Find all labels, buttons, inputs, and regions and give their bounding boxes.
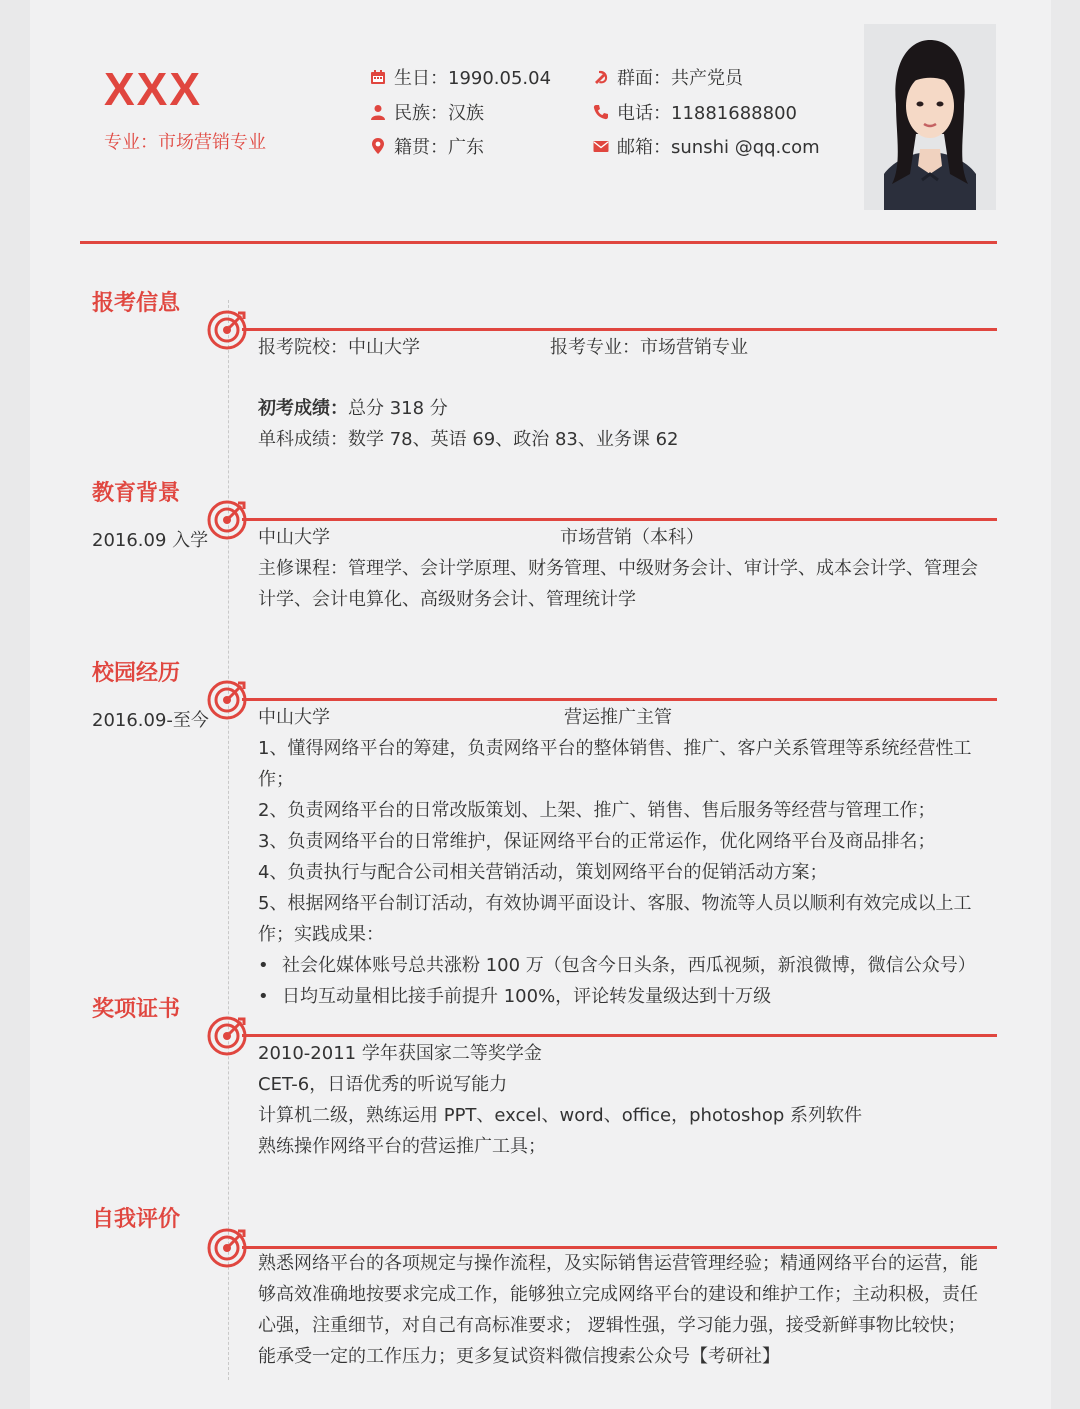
origin-text: 籍贯：广东 xyxy=(394,137,484,158)
phone-row xyxy=(593,99,797,125)
bullet-item: • 日均互动量相比接手前提升 100%，评论转发量级达到十万级 xyxy=(258,981,978,1012)
ethnicity-row xyxy=(370,99,484,125)
list-item: 2010-2011 学年获国家二等奖学金 xyxy=(258,1043,542,1064)
email-text: 邮箱：sunshi @qq.com xyxy=(617,137,820,158)
list-item: 1、懂得网络平台的筹建，负责网络平台的整体销售、推广、客户关系管理等系统经营性工作； xyxy=(258,738,972,790)
party-emblem-icon xyxy=(593,69,609,85)
campus-date: 2016.09-至今 xyxy=(92,710,209,731)
list-item: 5、根据网络平台制订活动，有效协调平面设计、客服、物流等人员以顺利有效完成以上工作；实践成果： xyxy=(258,893,972,945)
education-degree: 市场营销（本科） xyxy=(560,527,704,548)
self-evaluation-text: 熟悉网络平台的各项规定与操作流程，及实际销售运营管理经验；精通网络平台的运营，能够高效准确地按要求完成工作，能够独立完成网络平台的建设和维护工作；主动积极，责任心强，注重细节，对自己有高标准要求； 逻辑性强，学习能力强，接受新鲜事物比较快；能承受一定的工作压力；更多复试资料微信搜索公众号【考研社】 xyxy=(258,1253,978,1367)
campus-duty-list xyxy=(258,733,978,1012)
exam-subject-scores: 单科成绩：数学 78、英语 69、政治 83、业务课 62 xyxy=(258,429,679,450)
political-text: 群面：共产党员 xyxy=(617,68,743,89)
candidate-major: 专业：市场营销专业 xyxy=(104,132,266,153)
exam-score-row xyxy=(258,393,448,424)
campus-role: 营运推广主管 xyxy=(564,707,672,728)
timeline-dashed-line xyxy=(228,300,229,1380)
candidate-name: XXX xyxy=(104,63,203,115)
list-item: 计算机二级，熟练运用 PPT、excel、word、office，photoshop 系列软件 xyxy=(258,1105,862,1126)
list-item: 3、负责网络平台的日常维护，保证网络平台的正常运作，优化网络平台及商品排名； xyxy=(258,831,936,852)
section-title-campus: 校园经历 xyxy=(92,661,181,686)
envelope-icon xyxy=(593,138,609,154)
section-rule-awards xyxy=(242,1034,997,1037)
political-row xyxy=(593,64,743,90)
resume-page xyxy=(30,0,1051,1409)
profile-photo xyxy=(864,24,996,210)
section-title-self: 自我评价 xyxy=(92,1207,181,1232)
calendar-icon xyxy=(370,69,386,85)
birthday-text: 生日：1990.05.04 xyxy=(394,68,552,89)
exam-score-value: 总分 318 分 xyxy=(348,398,448,419)
list-item: 2、负责网络平台的日常改版策划、上架、推广、销售、售后服务等经营与管理工作； xyxy=(258,800,936,821)
exam-score-label: 初考成绩： xyxy=(258,398,348,419)
section-rule-campus xyxy=(242,698,997,701)
location-pin-icon xyxy=(370,138,386,154)
phone-text: 电话：11881688800 xyxy=(617,103,797,124)
education-school: 中山大学 xyxy=(258,527,330,548)
list-item: 4、负责执行与配合公司相关营销活动，策划网络平台的促销活动方案； xyxy=(258,862,828,883)
section-rule-education xyxy=(242,518,997,521)
email-row xyxy=(593,133,820,159)
campus-org: 中山大学 xyxy=(258,707,330,728)
birthday-row xyxy=(370,64,551,90)
exam-school: 报考院校：中山大学 xyxy=(258,337,420,358)
section-title-education: 教育背景 xyxy=(92,481,181,506)
header-divider xyxy=(80,241,997,244)
bullet-item: • 社会化媒体账号总共涨粉 100 万（包含今日头条，西瓜视频，新浪微博，微信公众号） xyxy=(258,950,978,981)
list-item: 熟练操作网络平台的营运推广工具； xyxy=(258,1136,546,1157)
section-title-awards: 奖项证书 xyxy=(92,997,181,1022)
exam-major: 报考专业：市场营销专业 xyxy=(550,337,748,358)
list-item: CET-6，日语优秀的听说写能力 xyxy=(258,1074,508,1095)
section-title-exam: 报考信息 xyxy=(92,291,181,316)
awards-list xyxy=(258,1038,862,1162)
education-courses: 主修课程：管理学、会计学原理、财务管理、中级财务会计、审计学、成本会计学、管理会计学、会计电算化、高级财务会计、管理统计学 xyxy=(258,558,978,610)
ethnicity-text: 民族：汉族 xyxy=(394,103,484,124)
section-rule-exam xyxy=(242,328,997,331)
education-date: 2016.09 入学 xyxy=(92,530,209,551)
origin-row xyxy=(370,133,484,159)
phone-icon xyxy=(593,104,609,120)
user-icon xyxy=(370,104,386,120)
